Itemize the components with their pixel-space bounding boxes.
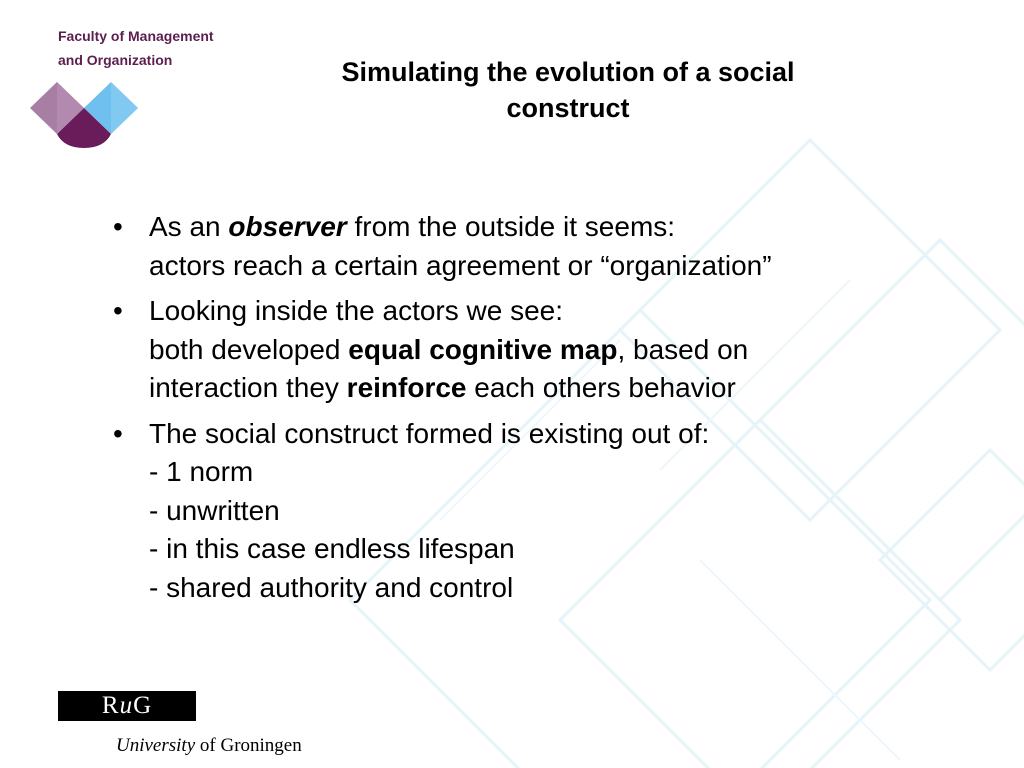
bullet-line: The social construct formed is existing out of: [149,417,710,449]
rug-logo [58,691,196,721]
bullet-list [110,208,910,614]
bullet-line [149,208,910,247]
sub-item: - unwritten [149,494,280,526]
bullet-line: Looking inside the actors we see: [149,295,564,326]
bullet-text: both developed [149,333,349,365]
bullet-line [149,331,910,370]
university-name-rest: of Groningen [195,735,302,756]
bullet-dot-icon: • [113,295,123,326]
bullet-text: , based on [617,333,749,365]
bullet-text: interaction they [149,372,347,403]
bullet-item-observer [110,208,910,285]
sub-item: - 1 norm [149,456,254,487]
slide-title [240,54,896,126]
slide-title-line-1: Simulating the evolution of a social [341,57,795,87]
faculty-name [58,24,214,72]
bullet-dot-icon: • [113,417,123,449]
bullet-text: each others behavior [466,372,736,403]
rug-letter: u [119,692,134,719]
bullet-line [149,369,910,408]
rug-letter: R [101,692,120,719]
faculty-diamond-logo-icon [30,80,142,150]
bullet-emphasis: observer [228,211,347,242]
rug-letter: G [133,692,153,719]
bullet-text: As an [149,211,229,242]
sub-item: - in this case endless lifespan [149,533,515,564]
bullet-dot-icon: • [113,211,123,242]
university-name-italic: University [116,735,196,756]
faculty-line-1: Faculty of Management [58,28,214,44]
bullet-bold: reinforce [346,372,467,403]
bullet-bold: equal cognitive map [348,333,618,365]
bullet-text: from the outside it seems: [346,211,676,242]
university-name [116,734,302,758]
sub-item: - shared authority and control [149,571,514,603]
slide-title-line-2: construct [506,93,630,123]
faculty-line-2: and Organization [58,52,173,68]
bullet-line: actors reach a certain agreement or “organization” [149,249,772,281]
bullet-item-inside [110,292,910,408]
bullet-item-construct [110,415,910,608]
